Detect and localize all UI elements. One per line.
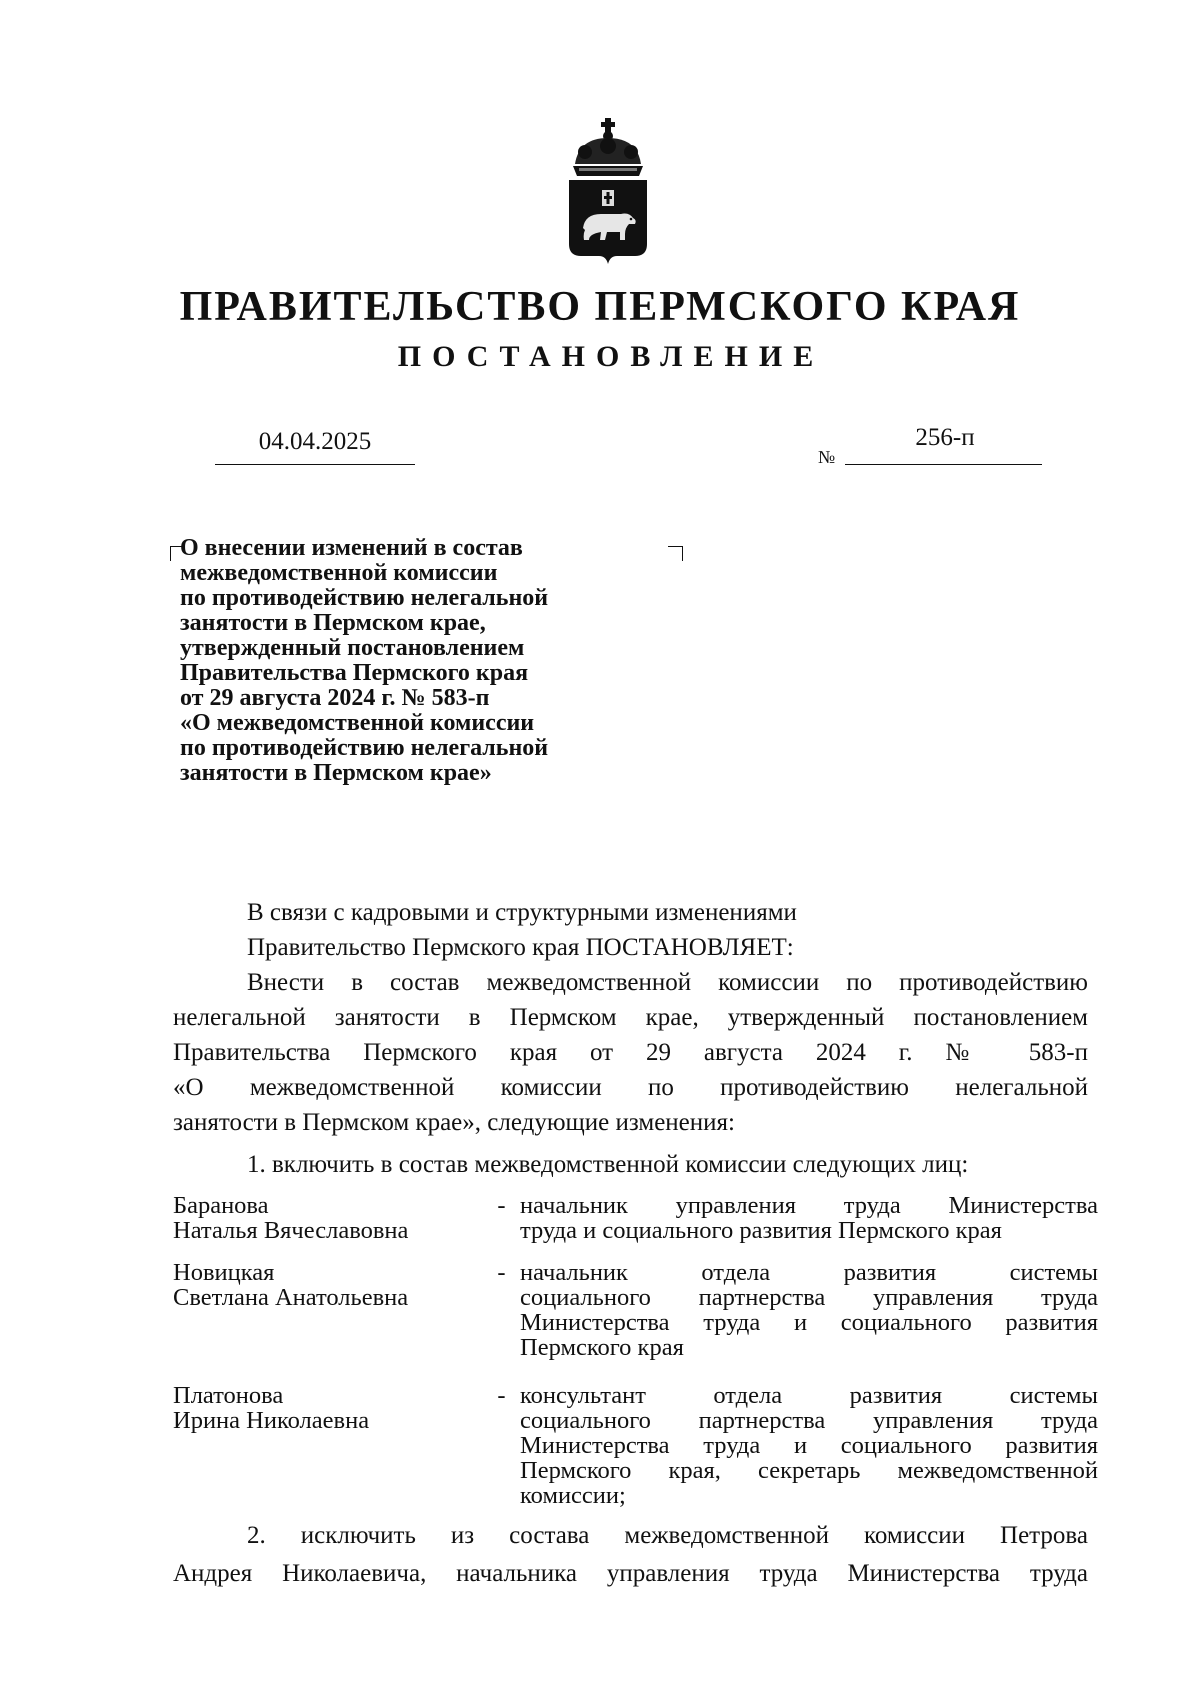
document-date: 04.04.2025 — [258, 428, 372, 455]
member-surname: Баранова — [173, 1192, 269, 1219]
document-subject — [180, 536, 620, 786]
members-list — [173, 1193, 1098, 1508]
subject-line: по противодействию нелегальной — [180, 735, 549, 761]
member-given-names: Светлана Анатольевна — [173, 1284, 409, 1311]
member-position — [520, 1260, 1098, 1360]
member-position — [520, 1193, 1098, 1243]
subject-line: от 29 августа 2024 г. № 583-п — [180, 685, 490, 711]
position-line: Пермского края, секретарь межведомственной — [520, 1457, 1098, 1484]
item-2-line: 2. исключить из состава межведомственной комиссии Петрова — [247, 1522, 1088, 1549]
position-line: труда и социального развития Пермского края — [520, 1217, 1002, 1244]
member-position — [520, 1383, 1098, 1508]
intro-line: Правительства Пермского края от 29 августа 2024 г. № 583-п — [173, 1039, 1088, 1066]
subject-bracket-right — [668, 546, 683, 561]
position-line: начальник отдела развития системы — [520, 1259, 1098, 1286]
document-number: 256-п — [915, 424, 975, 451]
subject-line: занятости в Пермском крае» — [180, 760, 492, 786]
member-entry — [173, 1193, 1098, 1243]
subject-line: «О межведомственной комиссии — [180, 710, 535, 736]
intro-line: «О межведомственной комиссии по противодействию нелегальной — [173, 1074, 1088, 1101]
member-entry — [173, 1383, 1098, 1508]
subject-line: по противодействию нелегальной — [180, 585, 549, 611]
member-surname: Платонова — [173, 1382, 284, 1409]
number-underline — [845, 464, 1042, 465]
item-2-line: Андрея Николаевича, начальника управления труда Министерства труда — [173, 1560, 1088, 1587]
member-entry — [173, 1260, 1098, 1360]
position-line: консультант отдела развития системы — [520, 1382, 1098, 1409]
member-surname: Новицкая — [173, 1259, 275, 1286]
intro-line: занятости в Пермском крае», следующие изменения: — [173, 1109, 735, 1136]
item-1 — [173, 1147, 1088, 1182]
position-line: Пермского края — [520, 1334, 684, 1361]
position-line: социального партнерства управления труда — [520, 1407, 1098, 1434]
position-line: социального партнерства управления труда — [520, 1284, 1098, 1311]
subject-line: утвержденный постановлением — [180, 635, 525, 661]
member-given-names: Наталья Вячеславовна — [173, 1217, 409, 1244]
subject-line: О внесении изменений в состав — [180, 535, 523, 561]
subject-line: занятости в Пермском крае, — [180, 610, 486, 636]
member-dash: - — [497, 1192, 506, 1219]
member-name — [173, 1383, 483, 1433]
member-dash: - — [497, 1259, 506, 1286]
member-name — [173, 1193, 483, 1243]
member-dash: - — [497, 1382, 506, 1409]
position-line: начальник управления труда Министерства — [520, 1192, 1098, 1219]
member-name — [173, 1260, 483, 1310]
perm-krai-coat-of-arms-icon — [565, 116, 651, 266]
item-1-text: 1. включить в состав межведомственной комиссии следующих лиц: — [247, 1151, 969, 1178]
intro-line: нелегальной занятости в Пермском крае, утвержденный постановлением — [173, 1004, 1088, 1031]
preamble-line: Правительство Пермского края ПОСТАНОВЛЯЕТ: — [247, 934, 794, 961]
preamble — [173, 895, 1088, 965]
position-line: Министерства труда и социального развития — [520, 1309, 1098, 1336]
government-title: ПРАВИТЕЛЬСТВО ПЕРМСКОГО КРАЯ — [179, 284, 1021, 330]
preamble-line: В связи с кадровыми и структурными изменениями — [247, 899, 797, 926]
intro-paragraph — [173, 965, 1088, 1140]
position-line: Министерства труда и социального развития — [520, 1432, 1098, 1459]
intro-line: Внести в состав межведомственной комиссии по противодействию — [247, 969, 1088, 996]
number-sign: № — [818, 447, 836, 467]
date-underline — [215, 464, 415, 465]
subject-line: межведомственной комиссии — [180, 560, 498, 586]
position-line: комиссии; — [520, 1482, 626, 1509]
item-2 — [173, 1517, 1088, 1593]
subject-line: Правительства Пермского края — [180, 660, 529, 686]
document-type: ПОСТАНОВЛЕНИЕ — [397, 340, 825, 373]
member-given-names: Ирина Николаевна — [173, 1407, 370, 1434]
